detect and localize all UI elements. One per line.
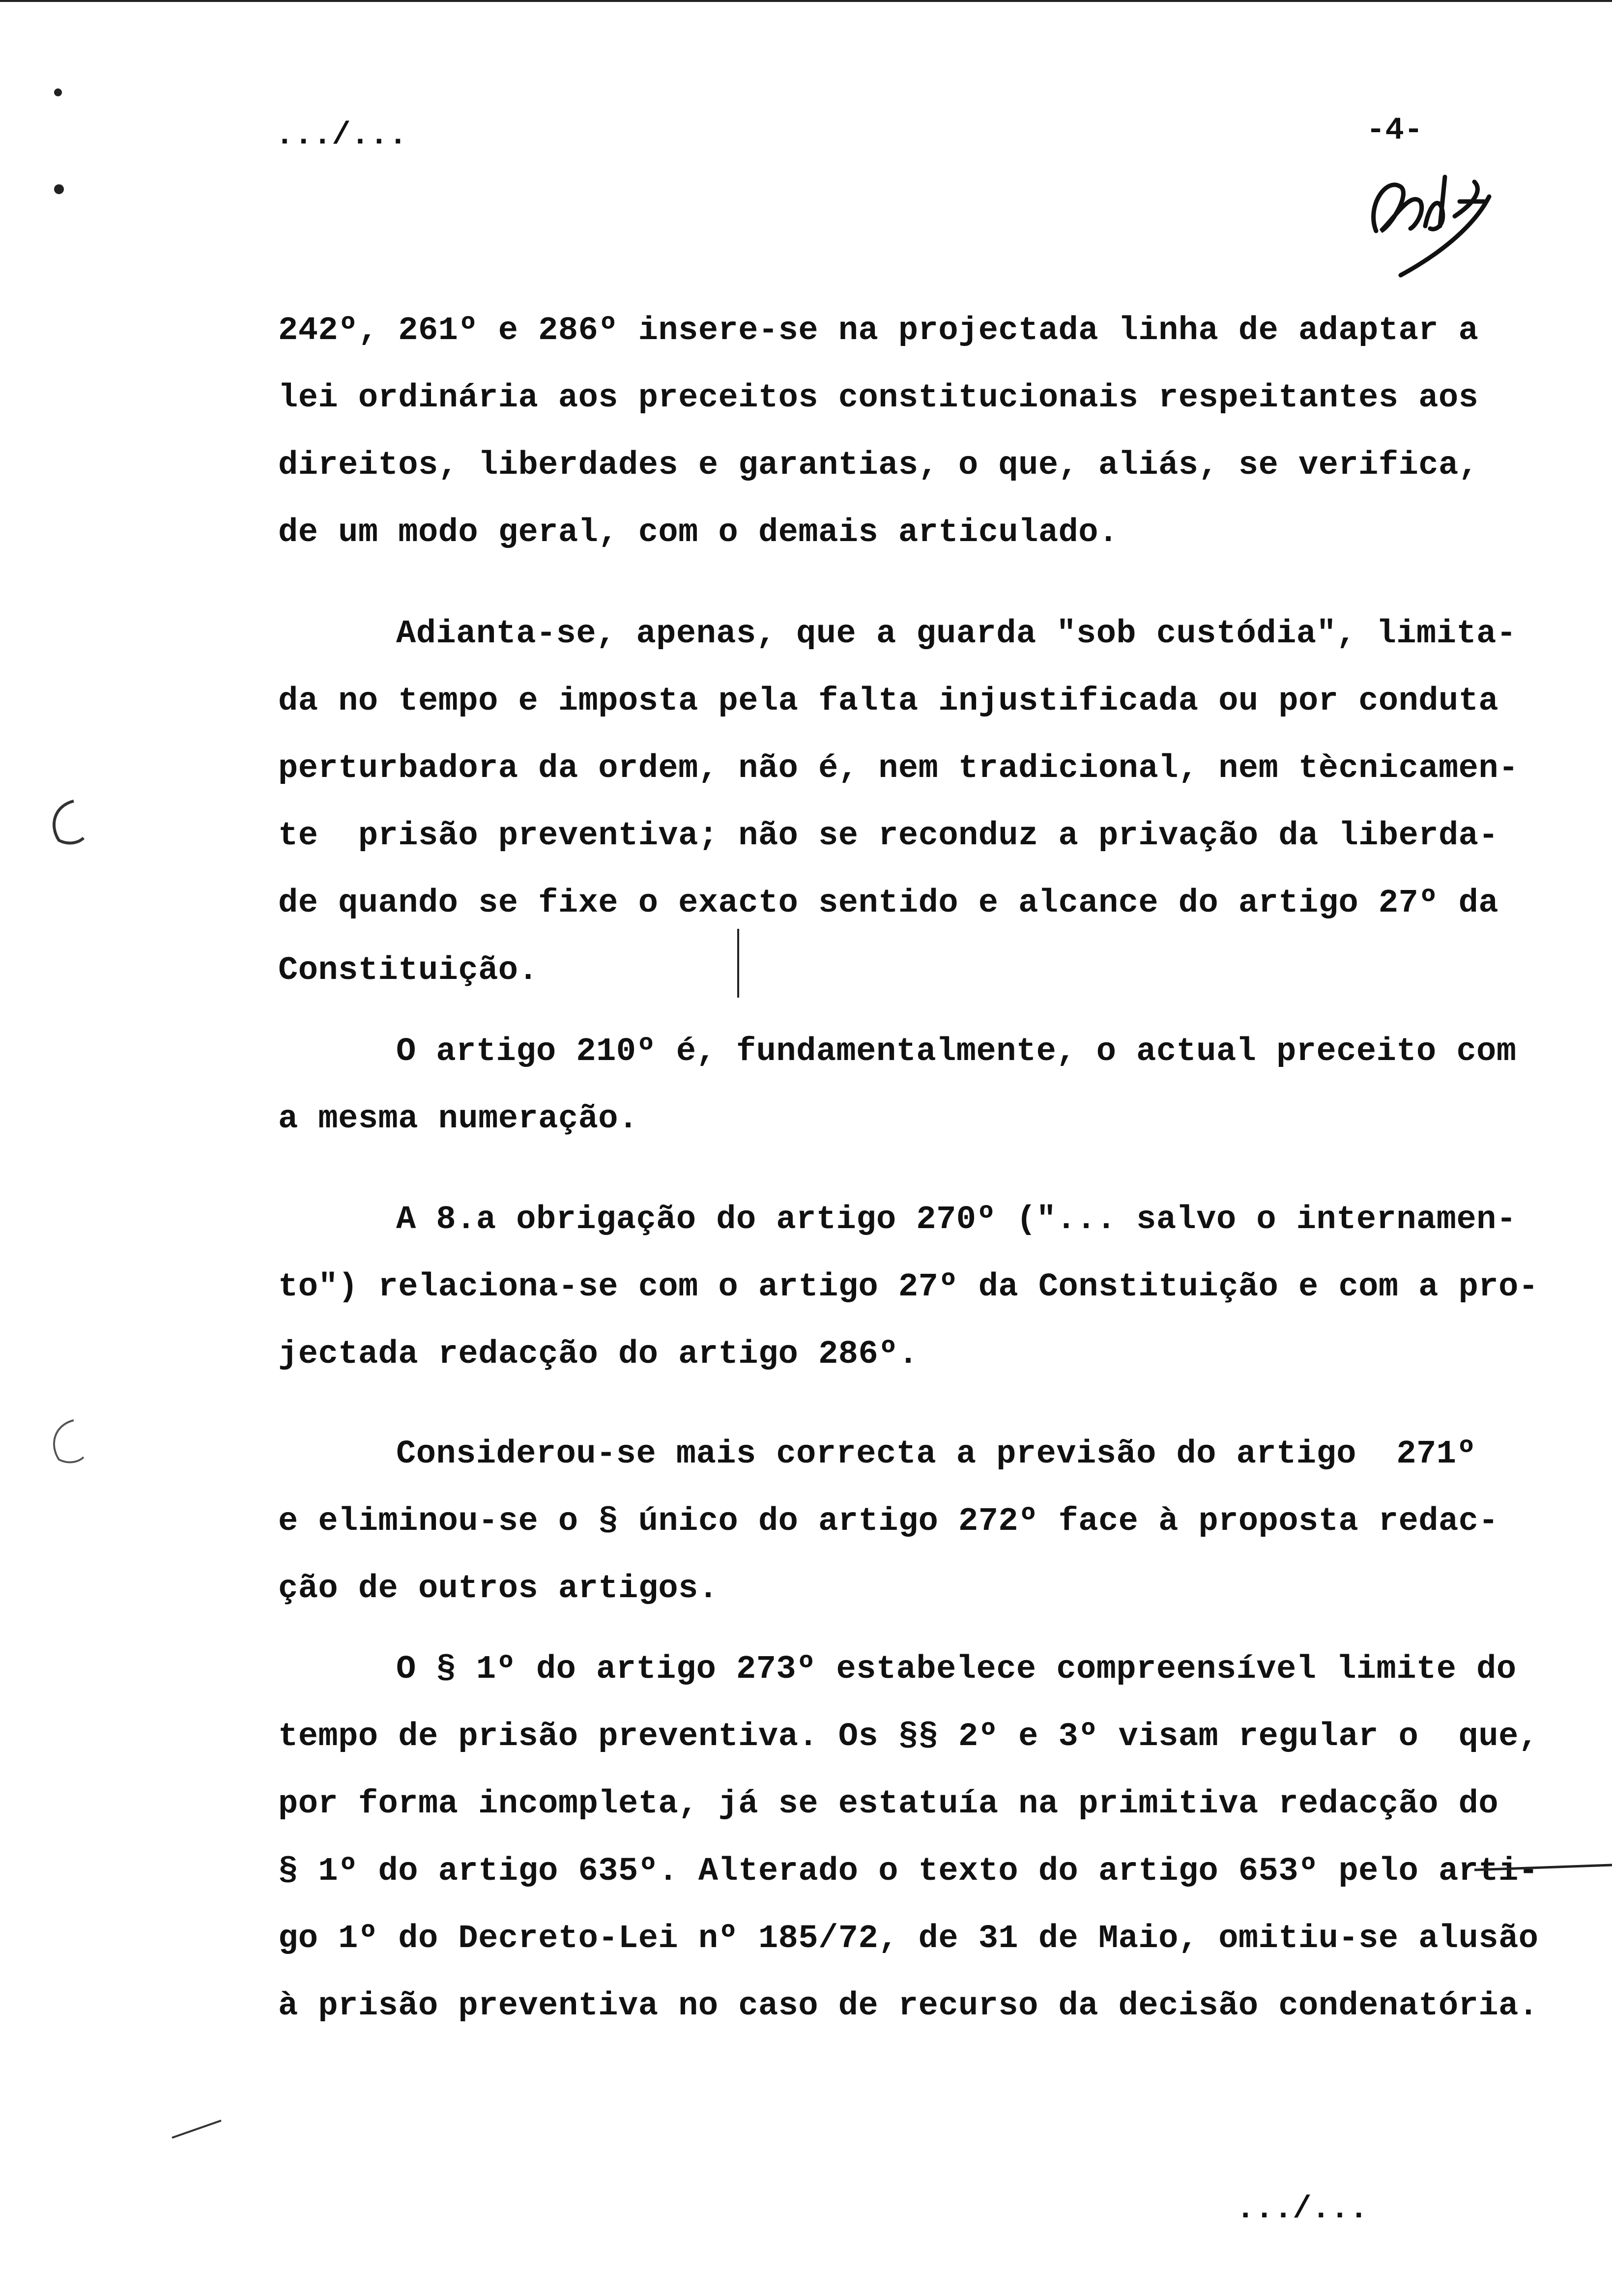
text-line: por forma incompleta, já se estatuía na primitiva redacção do <box>278 1785 1499 1823</box>
header-continuation: .../... <box>275 118 407 153</box>
text-line: e eliminou-se o § único do artigo 272º face à proposta redac- <box>278 1503 1499 1540</box>
scan-speck <box>54 184 64 194</box>
text-line: jectada redacção do artigo 286º. <box>278 1336 919 1373</box>
page-top-edge <box>0 0 1612 2</box>
text-line: direitos, liberdades e garantias, o que, aliás, se verifica, <box>278 447 1479 484</box>
page-number: -4- <box>1366 113 1423 148</box>
text-line: a mesma numeração. <box>278 1100 638 1138</box>
text-line: go 1º do Decreto-Lei nº 185/72, de 31 de Maio, omitiu-se alusão <box>278 1920 1539 1957</box>
text-line: A 8.a obrigação do artigo 270º ("... salvo o internamen- <box>396 1201 1517 1238</box>
text-line: de quando se fixe o exacto sentido e alcance do artigo 27º da <box>278 885 1499 922</box>
text-line: tempo de prisão preventiva. Os §§ 2º e 3º visam regular o que, <box>278 1718 1539 1755</box>
text-line: lei ordinária aos preceitos constitucionais respeitantes aos <box>278 379 1479 417</box>
text-line: da no tempo e imposta pela falta injustificada ou por conduta <box>278 683 1499 720</box>
strike-mark <box>1474 1860 1612 1875</box>
footer-continuation: .../... <box>1236 2192 1368 2227</box>
text-line: à prisão preventiva no caso de recurso da decisão condenatória. <box>278 1987 1539 2025</box>
text-line: de um modo geral, com o demais articulado. <box>278 514 1119 551</box>
text-line: te prisão preventiva; não se reconduz a privação da liberda- <box>278 817 1499 855</box>
paragraph-4 <box>278 1186 1539 1388</box>
text-line: Constituição. <box>278 952 539 989</box>
paragraph-1 <box>278 297 1478 567</box>
text-line: Considerou-se mais correcta a previsão do artigo 271º <box>396 1435 1477 1473</box>
text-line: ção de outros artigos. <box>278 1570 719 1607</box>
scan-mark <box>167 2113 226 2143</box>
punch-hole-mark <box>44 796 88 850</box>
text-line: perturbadora da ordem, não é, nem tradicional, nem tècnicamen- <box>278 750 1519 787</box>
punch-hole-mark <box>44 1415 88 1469</box>
text-line: O artigo 210º é, fundamentalmente, o actual preceito com <box>396 1033 1517 1070</box>
scan-speck <box>54 88 62 96</box>
scan-mark <box>737 929 739 998</box>
text-line: O § 1º do artigo 273º estabelece compreensível limite do <box>396 1651 1517 1688</box>
handwritten-signature <box>1356 147 1514 280</box>
text-line: § 1º do artigo 635º. Alterado o texto do artigo 653º pelo arti- <box>278 1853 1539 1890</box>
paragraph-3 <box>278 1018 1517 1153</box>
text-line: to") relaciona-se com o artigo 27º da Constituição e com a pro- <box>278 1268 1539 1306</box>
text-line: 242º, 261º e 286º insere-se na projectada linha de adaptar a <box>278 312 1479 349</box>
paragraph-5 <box>278 1421 1498 1623</box>
paragraph-6 <box>278 1636 1539 2040</box>
text-line: Adianta-se, apenas, que a guarda "sob custódia", limita- <box>396 615 1517 653</box>
paragraph-2 <box>278 601 1519 1004</box>
